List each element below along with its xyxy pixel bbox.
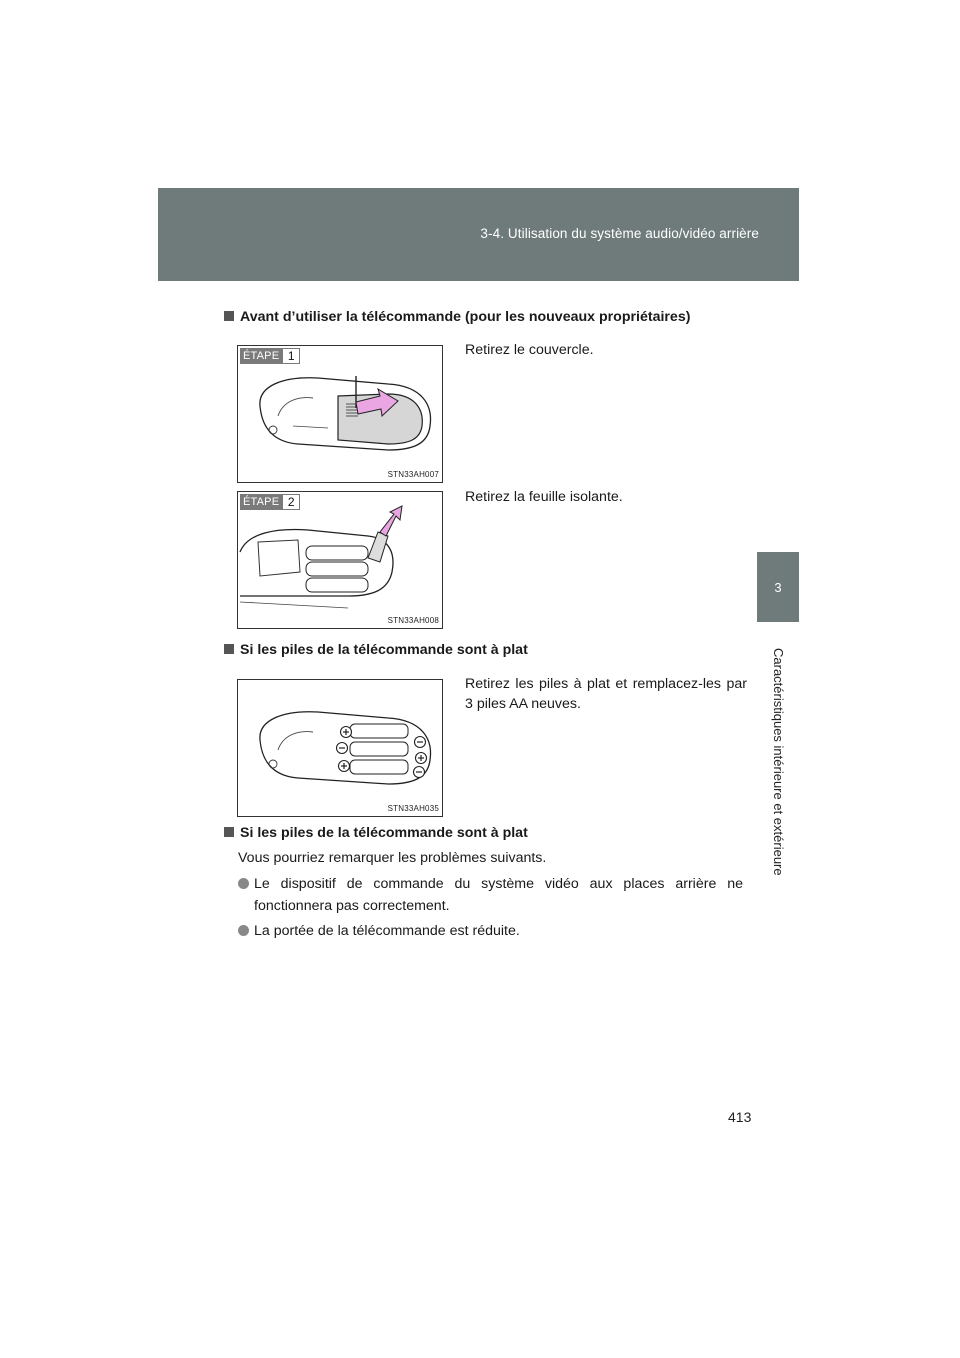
- page-number: 413: [728, 1109, 752, 1125]
- square-bullet-icon: [224, 644, 234, 654]
- chapter-label: Caractéristiques intérieure et extérieure: [771, 648, 786, 876]
- figure-code: STN33AH008: [387, 616, 439, 625]
- section-heading-batteries-dead: Si les piles de la télécommande sont à plat: [224, 642, 528, 658]
- remote-replace-batteries-illustration: [238, 680, 442, 816]
- bullet-dot-icon: [238, 878, 249, 889]
- step-1-text: Retirez le couvercle.: [465, 342, 594, 358]
- section-heading-before-use: Avant d’utiliser la télécommande (pour les nouveaux propriétaires): [224, 309, 690, 325]
- step-badge: ÉTAPE 2: [240, 494, 300, 510]
- header-band: [158, 188, 799, 281]
- figure-remove-cover: [237, 345, 443, 483]
- symptoms-intro: Vous pourriez remarquer les problèmes suivants.: [238, 850, 547, 866]
- remote-cover-illustration: [238, 346, 442, 482]
- figure-remove-insulating-sheet: [237, 491, 443, 629]
- chapter-number: 3: [757, 552, 799, 622]
- bullet-dot-icon: [238, 925, 249, 936]
- step-replace-text: Retirez les piles à plat et remplacez-les par 3 piles AA neuves.: [465, 676, 747, 712]
- square-bullet-icon: [224, 827, 234, 837]
- page-header-title: 3-4. Utilisation du système audio/vidéo arrière: [480, 226, 759, 241]
- symptom-bullet: La portée de la télécommande est réduite.: [238, 920, 743, 942]
- symptom-bullet: Le dispositif de commande du système vidéo aux places arrière ne fonctionnera pas correctement.: [238, 873, 743, 917]
- chapter-side-tab: [757, 552, 799, 897]
- figure-code: STN33AH007: [387, 470, 439, 479]
- figure-code: STN33AH035: [387, 804, 439, 813]
- step-badge: ÉTAPE 1: [240, 348, 300, 364]
- remote-battery-illustration: [238, 492, 442, 628]
- step-2-text: Retirez la feuille isolante.: [465, 489, 623, 505]
- figure-replace-batteries: [237, 679, 443, 817]
- square-bullet-icon: [224, 311, 234, 321]
- section-heading-symptoms: Si les piles de la télécommande sont à plat: [224, 825, 528, 841]
